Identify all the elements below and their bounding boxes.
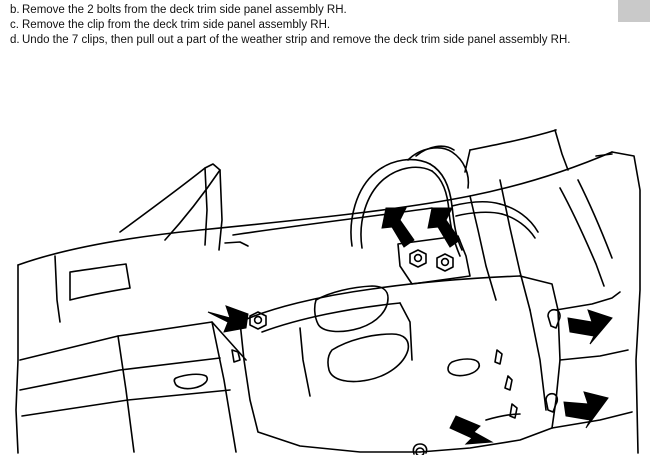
diagram-outlines [16, 130, 640, 455]
instruction-list [0, 0, 650, 48]
instruction-item-c [0, 18, 650, 33]
instruction-text-b: Remove the 2 bolts from the deck trim side panel assembly RH. [22, 4, 347, 16]
arrow-to-bolt-1 [382, 208, 414, 247]
instruction-text-d: Undo the 7 clips, then pull out a part of the weather strip and remove the deck trim side panel assembly RH. [22, 34, 571, 46]
instruction-item-b [0, 3, 650, 18]
instruction-marker-d: d. [10, 34, 20, 46]
arrow-to-clip-right-upper [568, 310, 612, 344]
instruction-marker-c: c. [10, 19, 19, 31]
trunk-diagram-svg [0, 60, 650, 455]
instruction-item-d [0, 33, 650, 48]
instruction-text-c: Remove the clip from the deck trim side panel assembly RH. [22, 19, 331, 31]
instruction-marker-b: b. [10, 4, 20, 16]
figure-illustration [0, 60, 650, 455]
